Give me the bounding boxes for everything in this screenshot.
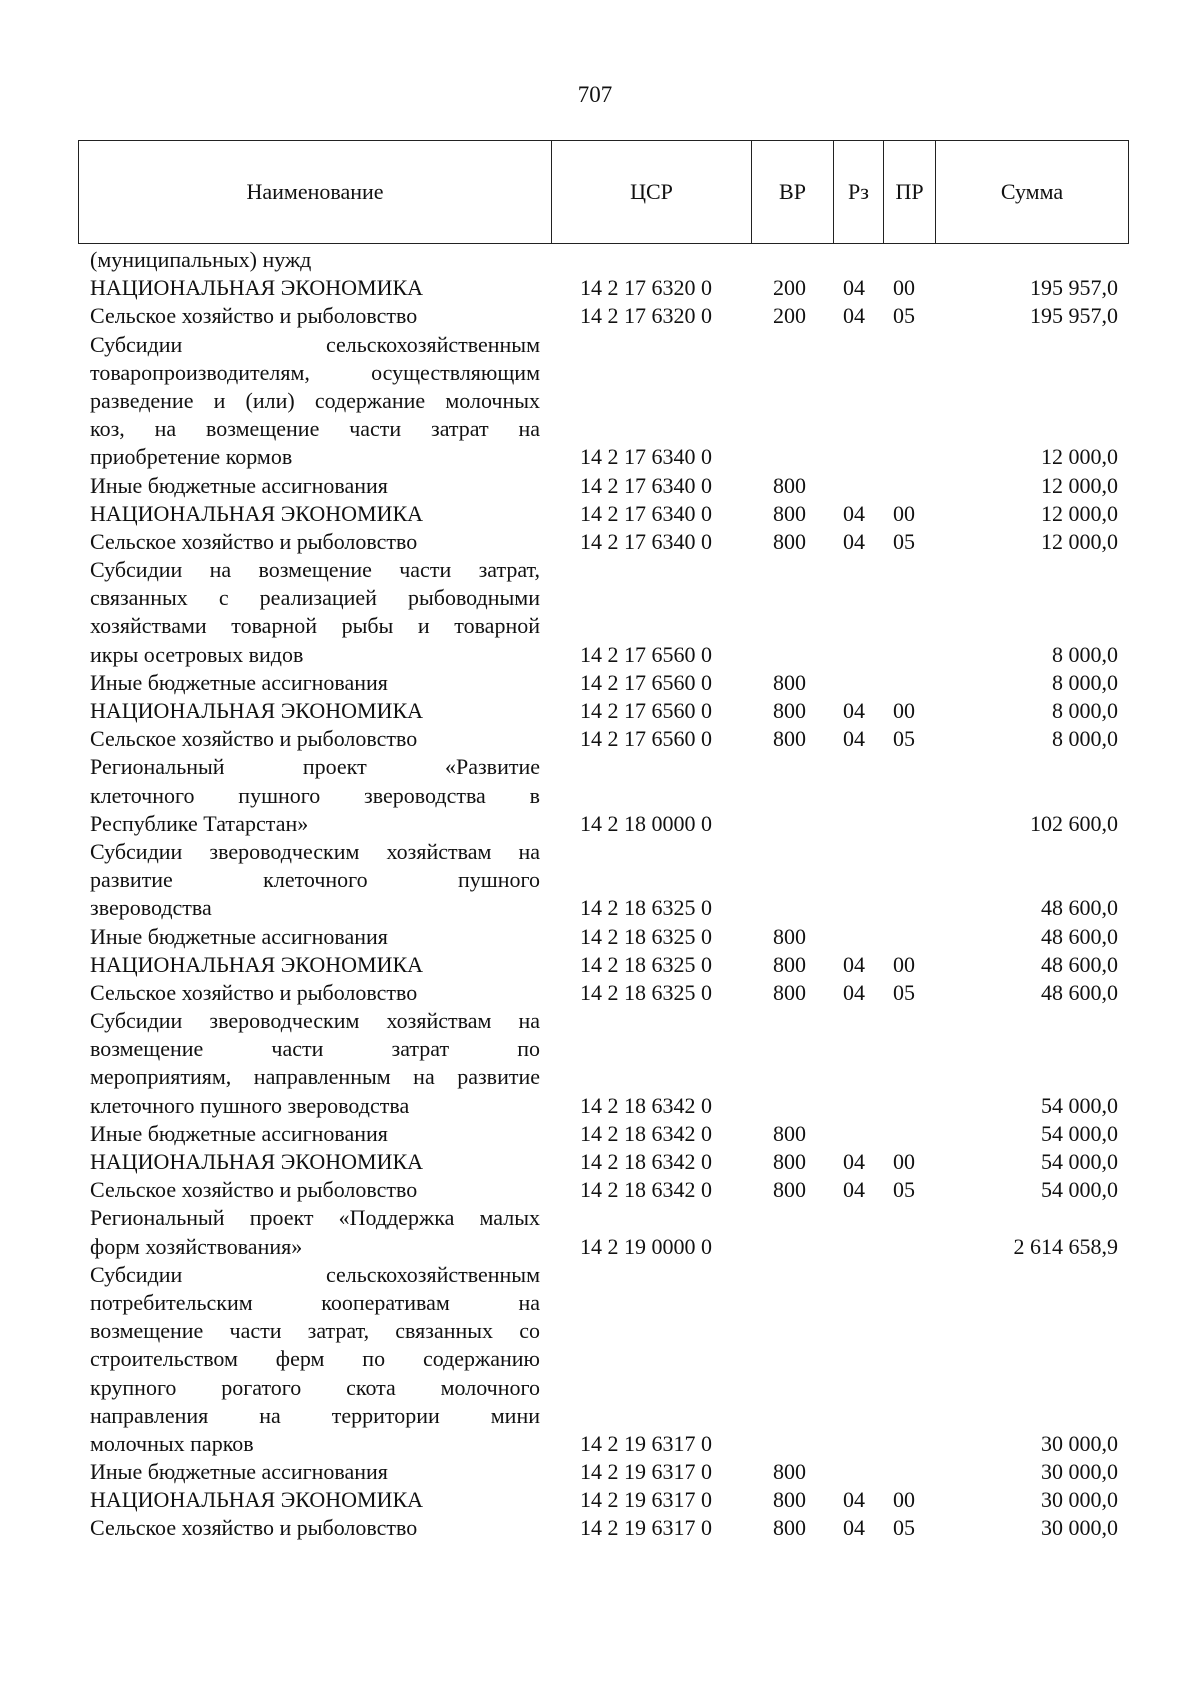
row-name-line: Субсидии сельскохозяйственным (90, 1261, 540, 1287)
row-sum: 30 000,0 (1041, 1487, 1118, 1513)
row-name-line: Иные бюджетные ассигнования (90, 472, 388, 498)
row-name (90, 979, 540, 1007)
row-csr: 14 2 17 6340 0 (580, 528, 712, 554)
row-name-line: НАЦИОНАЛЬНАЯ ЭКОНОМИКА (90, 698, 424, 723)
row-name-line: молочных парков (90, 1430, 254, 1456)
row-name (90, 753, 540, 838)
table-row (0, 1261, 1200, 1458)
row-name-line: Иные бюджетные ассигнования (90, 669, 388, 695)
row-name (90, 331, 540, 472)
row-name-line: НАЦИОНАЛЬНАЯ ЭКОНОМИКА (90, 1149, 424, 1174)
row-sum: 30 000,0 (1041, 1459, 1118, 1485)
row-name (90, 1176, 540, 1204)
row-name-line: связанных с реализацией рыбоводными (90, 585, 540, 611)
row-sum: 48 600,0 (1041, 979, 1118, 1005)
row-pr: 05 (893, 726, 915, 752)
row-sum: 54 000,0 (1041, 1177, 1118, 1203)
row-name-line: Иные бюджетные ассигнования (90, 1120, 388, 1146)
row-csr: 14 2 17 6560 0 (580, 669, 712, 695)
row-name (90, 1261, 540, 1458)
row-pr: 00 (893, 275, 915, 301)
row-name-line: товаропроизводителям, осуществляющим (90, 359, 540, 385)
row-name-line: Субсидии звероводческим хозяйствам на (90, 1008, 540, 1034)
table-row (0, 556, 1200, 669)
row-vr: 200 (773, 303, 806, 329)
table-row (0, 1486, 1200, 1514)
row-pr: 00 (893, 500, 915, 526)
row-name-line: Иные бюджетные ассигнования (90, 1459, 388, 1485)
row-csr: 14 2 19 6317 0 (580, 1515, 712, 1541)
row-name (90, 528, 540, 556)
row-name-line: возмещение части затрат, связанных со (90, 1318, 540, 1344)
row-vr: 800 (773, 951, 806, 977)
table-row (0, 669, 1200, 697)
row-vr: 800 (773, 528, 806, 554)
row-sum: 2 614 658,9 (1013, 1233, 1118, 1259)
row-name-line: возмещение части затрат по (90, 1036, 540, 1062)
row-name (90, 951, 540, 979)
row-vr: 800 (773, 669, 806, 695)
table-row (0, 1007, 1200, 1120)
row-name (90, 274, 540, 302)
row-rz: 04 (843, 979, 865, 1005)
table-row (0, 1514, 1200, 1542)
row-sum: 54 000,0 (1041, 1092, 1118, 1118)
table-header (78, 140, 1129, 244)
row-name-line: развитие клеточного пушного (90, 867, 540, 893)
row-sum: 12 000,0 (1041, 472, 1118, 498)
row-name-line: НАЦИОНАЛЬНАЯ ЭКОНОМИКА (90, 500, 424, 526)
row-csr: 14 2 18 6325 0 (580, 923, 712, 949)
table-row (0, 1148, 1200, 1176)
row-pr: 00 (893, 951, 915, 977)
row-vr: 800 (773, 1487, 806, 1513)
row-name-line: Республике Татарстан» (90, 810, 309, 836)
row-csr: 14 2 19 6317 0 (580, 1487, 712, 1513)
table-row (0, 500, 1200, 528)
header-rz: Рз (833, 141, 883, 243)
row-name (90, 1486, 540, 1514)
row-name (90, 923, 540, 951)
row-name-line: клеточного пушного звероводства (90, 1092, 410, 1118)
row-pr: 00 (893, 1487, 915, 1513)
row-vr: 800 (773, 1459, 806, 1485)
table-row (0, 274, 1200, 302)
row-name-line: Сельское хозяйство и рыболовство (90, 303, 418, 329)
row-csr: 14 2 17 6340 0 (580, 444, 712, 470)
row-csr: 14 2 19 6317 0 (580, 1459, 712, 1485)
row-pr: 00 (893, 1149, 915, 1174)
header-sum: Сумма (935, 141, 1128, 243)
row-csr: 14 2 17 6320 0 (580, 303, 712, 329)
row-name (90, 246, 540, 274)
table-row (0, 1204, 1200, 1260)
row-name-line: направления на территории мини (90, 1402, 540, 1428)
row-name (90, 500, 540, 528)
table-row (0, 951, 1200, 979)
row-name-line: приобретение кормов (90, 444, 293, 470)
row-sum: 54 000,0 (1041, 1149, 1118, 1174)
row-csr: 14 2 18 6325 0 (580, 979, 712, 1005)
header-csr: ЦСР (551, 141, 751, 243)
header-vr: ВР (751, 141, 833, 243)
row-rz: 04 (843, 698, 865, 723)
table-row (0, 1176, 1200, 1204)
table-row (0, 302, 1200, 330)
row-name-line: Сельское хозяйство и рыболовство (90, 1177, 418, 1203)
row-name-line: Субсидии звероводческим хозяйствам на (90, 838, 540, 864)
table-row (0, 331, 1200, 472)
row-name-line: Субсидии сельскохозяйственным (90, 331, 540, 357)
table-row (0, 697, 1200, 725)
row-csr: 14 2 17 6560 0 (580, 726, 712, 752)
row-vr: 200 (773, 275, 806, 301)
row-pr: 05 (893, 303, 915, 329)
row-csr: 14 2 18 6325 0 (580, 895, 712, 921)
row-sum: 8 000,0 (1052, 669, 1118, 695)
table-body (0, 246, 1200, 1543)
row-name (90, 838, 540, 923)
row-rz: 04 (843, 1487, 865, 1513)
row-name (90, 1007, 540, 1120)
header-pr: ПР (883, 141, 935, 243)
row-name (90, 669, 540, 697)
row-vr: 800 (773, 923, 806, 949)
row-name-line: клеточного пушного звероводства в (90, 782, 540, 808)
row-sum: 12 000,0 (1041, 500, 1118, 526)
row-vr: 800 (773, 698, 806, 723)
row-csr: 14 2 17 6320 0 (580, 275, 712, 301)
row-name-line: НАЦИОНАЛЬНАЯ ЭКОНОМИКА (90, 1487, 424, 1513)
row-vr: 800 (773, 1149, 806, 1174)
row-sum: 30 000,0 (1041, 1515, 1118, 1541)
row-pr: 05 (893, 979, 915, 1005)
row-csr: 14 2 18 6342 0 (580, 1120, 712, 1146)
header-name: Наименование (246, 179, 384, 204)
row-rz: 04 (843, 275, 865, 301)
row-name-line: хозяйствами товарной рыбы и товарной (90, 613, 540, 639)
row-pr: 05 (893, 528, 915, 554)
table-row (0, 979, 1200, 1007)
row-name (90, 302, 540, 330)
row-name-line: Сельское хозяйство и рыболовство (90, 528, 418, 554)
row-csr: 14 2 17 6340 0 (580, 472, 712, 498)
row-sum: 195 957,0 (1030, 275, 1118, 301)
row-name-line: строительством ферм по содержанию (90, 1346, 540, 1372)
row-name (90, 697, 540, 725)
row-name-line: (муниципальных) нужд (90, 247, 312, 272)
row-sum: 102 600,0 (1030, 810, 1118, 836)
table-row (0, 1458, 1200, 1486)
table-row (0, 838, 1200, 923)
row-name (90, 472, 540, 500)
row-name (90, 1514, 540, 1542)
table-row (0, 528, 1200, 556)
row-name (90, 1204, 540, 1260)
row-name-line: потребительским кооперативам на (90, 1289, 540, 1315)
row-vr: 800 (773, 1515, 806, 1541)
row-sum: 54 000,0 (1041, 1120, 1118, 1146)
row-name-line: звероводства (90, 895, 212, 921)
row-csr: 14 2 18 6342 0 (580, 1149, 712, 1174)
row-sum: 48 600,0 (1041, 895, 1118, 921)
row-rz: 04 (843, 726, 865, 752)
row-rz: 04 (843, 500, 865, 526)
row-pr: 05 (893, 1177, 915, 1203)
row-name (90, 1120, 540, 1148)
row-sum: 195 957,0 (1030, 303, 1118, 329)
row-name-line: коз, на возмещение части затрат на (90, 416, 540, 442)
table-row (0, 1120, 1200, 1148)
table-row (0, 246, 1200, 274)
row-csr: 14 2 18 6342 0 (580, 1177, 712, 1203)
row-name (90, 725, 540, 753)
row-csr: 14 2 19 6317 0 (580, 1430, 712, 1456)
row-sum: 48 600,0 (1041, 923, 1118, 949)
row-rz: 04 (843, 528, 865, 554)
row-sum: 8 000,0 (1052, 726, 1118, 752)
row-rz: 04 (843, 303, 865, 329)
row-pr: 05 (893, 1515, 915, 1541)
row-csr: 14 2 18 0000 0 (580, 810, 712, 836)
row-csr: 14 2 17 6560 0 (580, 698, 712, 723)
row-name-line: Сельское хозяйство и рыболовство (90, 1515, 418, 1541)
row-name-line: икры осетровых видов (90, 641, 304, 667)
table-row (0, 725, 1200, 753)
table-row (0, 753, 1200, 838)
row-name-line: форм хозяйствования» (90, 1233, 303, 1259)
row-pr: 00 (893, 698, 915, 723)
row-sum: 8 000,0 (1052, 641, 1118, 667)
table-row (0, 472, 1200, 500)
row-vr: 800 (773, 500, 806, 526)
row-name-line: Региональный проект «Поддержка малых (90, 1205, 540, 1231)
row-name-line: мероприятиям, направленным на развитие (90, 1064, 540, 1090)
row-csr: 14 2 17 6560 0 (580, 641, 712, 667)
row-name-line: НАЦИОНАЛЬНАЯ ЭКОНОМИКА (90, 275, 424, 301)
row-csr: 14 2 18 6325 0 (580, 951, 712, 977)
row-csr: 14 2 18 6342 0 (580, 1092, 712, 1118)
row-name-line: Иные бюджетные ассигнования (90, 923, 388, 949)
row-rz: 04 (843, 951, 865, 977)
row-rz: 04 (843, 1149, 865, 1174)
row-name-line: НАЦИОНАЛЬНАЯ ЭКОНОМИКА (90, 951, 424, 977)
row-name-line: Региональный проект «Развитие (90, 754, 540, 780)
row-sum: 30 000,0 (1041, 1430, 1118, 1456)
row-vr: 800 (773, 726, 806, 752)
row-name (90, 1148, 540, 1176)
row-name-line: разведение и (или) содержание молочных (90, 387, 540, 413)
row-rz: 04 (843, 1177, 865, 1203)
table-row (0, 923, 1200, 951)
row-vr: 800 (773, 1120, 806, 1146)
page-number: 707 (577, 82, 613, 107)
row-name-line: крупного рогатого скота молочного (90, 1374, 540, 1400)
row-rz: 04 (843, 1515, 865, 1541)
row-vr: 800 (773, 472, 806, 498)
row-sum: 8 000,0 (1052, 698, 1118, 723)
row-vr: 800 (773, 1177, 806, 1203)
row-name-line: Сельское хозяйство и рыболовство (90, 726, 418, 752)
row-name (90, 556, 540, 669)
row-csr: 14 2 17 6340 0 (580, 500, 712, 526)
row-name-line: Сельское хозяйство и рыболовство (90, 979, 418, 1005)
row-sum: 12 000,0 (1041, 528, 1118, 554)
row-csr: 14 2 19 0000 0 (580, 1233, 712, 1259)
row-sum: 12 000,0 (1041, 444, 1118, 470)
row-name (90, 1458, 540, 1486)
row-name-line: Субсидии на возмещение части затрат, (90, 557, 540, 583)
row-sum: 48 600,0 (1041, 951, 1118, 977)
row-vr: 800 (773, 979, 806, 1005)
